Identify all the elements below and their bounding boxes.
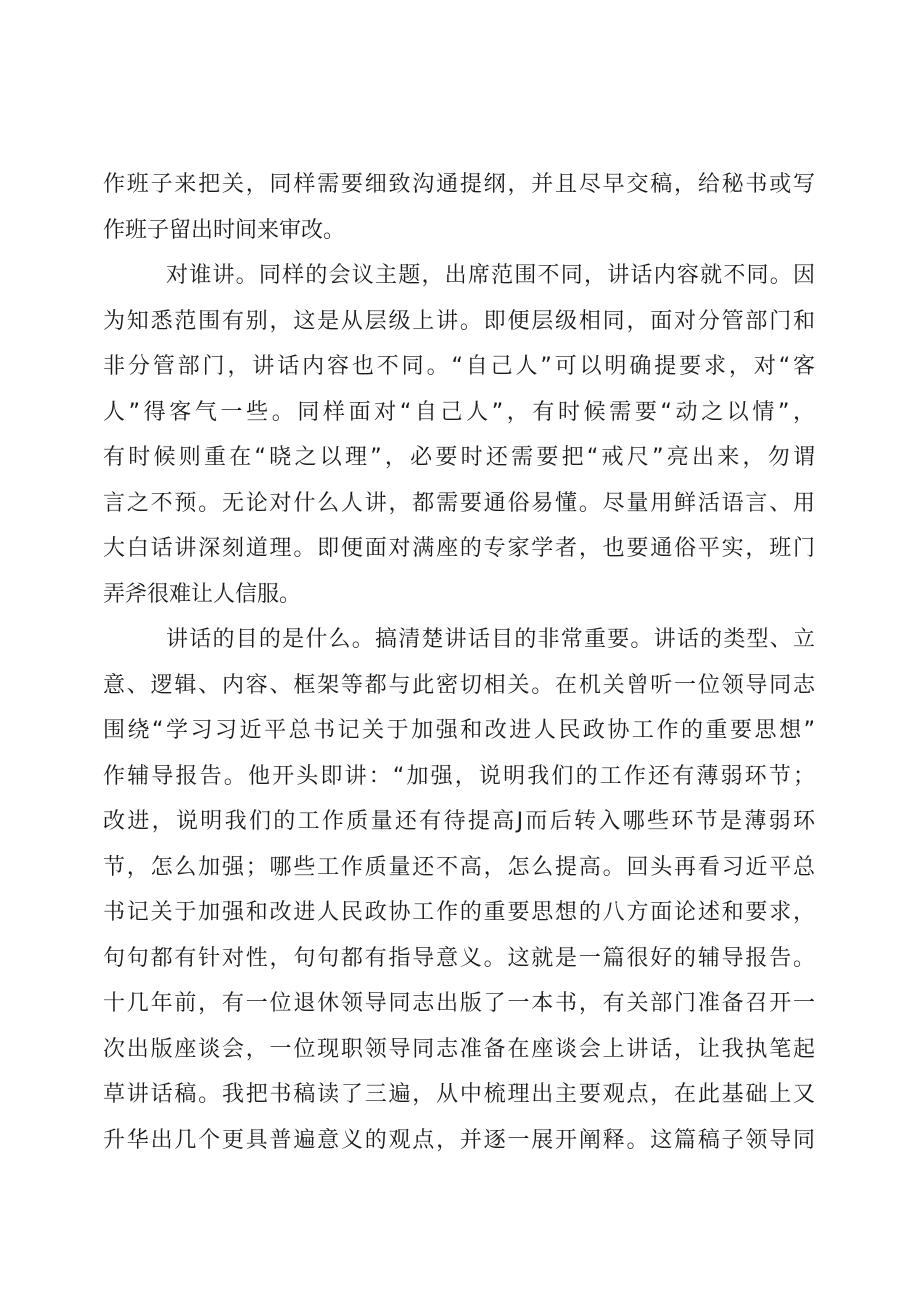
text-line <box>0 256 920 296</box>
text-line <box>0 1075 920 1115</box>
text-line <box>0 711 920 751</box>
line-text: 围绕“学习习近平总书记关于加强和改进人民政协工作的重要思想” <box>103 718 818 743</box>
line-text: 讲话的目的是什么。搞清楚讲话目的非常重要。讲话的类型、立 <box>166 627 817 652</box>
text-line <box>0 347 920 387</box>
text-line <box>0 802 920 842</box>
text-line <box>0 620 920 660</box>
text-line <box>0 939 920 979</box>
line-text: 十几年前，有一位退休领导同志出版了一本书，有关部门准备召开一 <box>103 991 817 1016</box>
text-line <box>0 438 920 478</box>
line-text: 节，怎么加强；哪些工作质量还不高，怎么提高。回头再看习近平总 <box>103 855 817 880</box>
line-text: 次出版座谈会，一位现职领导同志准备在座谈会上讲话，让我执笔起 <box>103 1037 817 1062</box>
line-text: 升华出几个更具普遍意义的观点，并逐一展开阐释。这篇稿子领导同 <box>103 1128 817 1153</box>
text-line <box>0 211 920 251</box>
line-text: 作班子来把关，同样需要细致沟通提纲，并且尽早交稿，给秘书或写 <box>103 172 817 197</box>
text-line <box>0 302 920 342</box>
line-text: 为知悉范围有别，这是从层级上讲。即便层级相同，面对分管部门和 <box>103 309 817 334</box>
text-line <box>0 848 920 888</box>
text-line <box>0 984 920 1024</box>
line-text: 句句都有针对性，句句都有指导意义。这就是一篇很好的辅导报告。 <box>103 946 817 971</box>
line-text: 对谁讲。同样的会议主题，出席范围不同，讲话内容就不同。因 <box>166 263 817 288</box>
text-line <box>0 529 920 569</box>
text-line <box>0 393 920 433</box>
text-line <box>0 484 920 524</box>
text-line <box>0 666 920 706</box>
line-text: 有时候则重在“晓之以理”，必要时还需要把“戒尺”亮出来，勿谓 <box>103 445 819 470</box>
text-line <box>0 575 920 615</box>
line-text: 作班子留出时间来审改。 <box>103 218 346 243</box>
text-line <box>0 757 920 797</box>
text-line <box>0 893 920 933</box>
line-text: 大白话讲深刻道理。即便面对满座的专家学者，也要通俗平实，班门 <box>103 536 817 561</box>
line-text: 弄斧很难让人信服。 <box>103 582 302 607</box>
text-line <box>0 165 920 205</box>
line-text: 草讲话稿。我把书稿读了三遍，从中梳理出主要观点，在此基础上又 <box>103 1082 817 1107</box>
line-text: 言之不预。无论对什么人讲，都需要通俗易懂。尽量用鲜活语言、用 <box>103 491 817 516</box>
line-text: 改进，说明我们的工作质量还有待提高J而后转入哪些环节是薄弱环 <box>103 809 818 834</box>
line-text: 非分管部门，讲话内容也不同。“自己人”可以明确提要求，对“客 <box>103 354 818 379</box>
line-text: 作辅导报告。他开头即讲：“加强，说明我们的工作还有薄弱环节； <box>103 764 818 789</box>
line-text: 人”得客气一些。同样面对“自己人”，有时候需要“动之以情”， <box>103 400 819 425</box>
line-text: 书记关于加强和改进人民政协工作的重要思想的八方面论述和要求， <box>103 900 817 925</box>
line-text: 意、逻辑、内容、框架等都与此密切相关。在机关曾听一位领导同志 <box>103 673 817 698</box>
text-line <box>0 1121 920 1161</box>
text-line <box>0 1030 920 1070</box>
